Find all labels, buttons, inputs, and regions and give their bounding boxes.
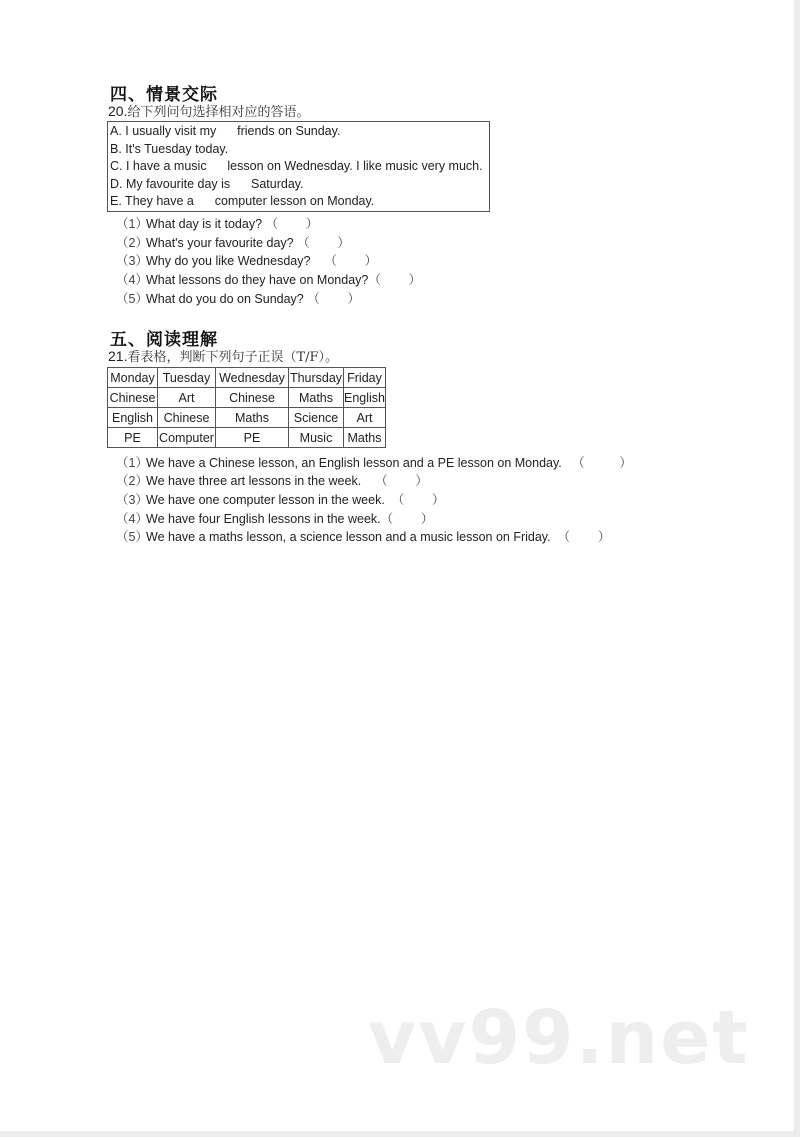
statement-item: （1）We have a Chinese lesson, an English lesson and a PE lesson on Monday. （ ） — [116, 456, 632, 470]
answer-blank[interactable]: （ ） — [297, 236, 350, 250]
question-item: （2）What's your favourite day? （ ） — [116, 236, 350, 250]
table-header-cell: Thursday — [289, 368, 344, 388]
table-cell: Music — [289, 428, 344, 448]
question-number: 21. — [108, 348, 128, 364]
table-header-cell: Tuesday — [158, 368, 216, 388]
answer-options-box — [107, 121, 490, 212]
option-e: E. They have a computer lesson on Monday. — [110, 194, 375, 208]
answer-blank[interactable]: （ ） — [368, 273, 422, 287]
statement-item: （5）We have a maths lesson, a science lesson and a music lesson on Friday. （ ） — [116, 530, 611, 544]
table-cell: Chinese — [216, 388, 289, 408]
answer-blank[interactable]: （ ） — [550, 530, 611, 544]
section-title-reading-comprehension: 五、阅读理解 — [110, 330, 218, 350]
question-item: （5）What do you do on Sunday? （ ） — [116, 292, 361, 306]
table-row — [108, 408, 386, 428]
answer-blank[interactable]: （ ） — [313, 254, 378, 268]
table-cell: Maths — [216, 408, 289, 428]
question-instruction — [108, 101, 309, 120]
table-cell: Science — [289, 408, 344, 428]
option-c: C. I have a music lesson on Wednesday. I like music very much. — [110, 159, 483, 173]
instruction-text: 给下列问句选择相对应的答语。 — [127, 105, 310, 120]
statement-item: （4）We have four English lessons in the week.（ ） — [116, 512, 434, 526]
answer-blank[interactable]: （ ） — [361, 474, 428, 488]
table-cell: Maths — [289, 388, 344, 408]
answer-blank[interactable]: （ ） — [561, 456, 632, 470]
table-header-cell: Monday — [108, 368, 158, 388]
table-row — [108, 428, 386, 448]
answer-blank[interactable]: （ ） — [265, 217, 319, 231]
question-item: （4）What lessons do they have on Monday?（ ） — [116, 273, 422, 287]
statement-item: （3）We have one computer lesson in the week. （ ） — [116, 493, 445, 507]
question-item: （3）Why do you like Wednesday? （ ） — [116, 254, 378, 268]
page-edge — [794, 0, 800, 1137]
timetable — [107, 367, 386, 448]
watermark: vv99.net — [368, 995, 750, 1081]
table-cell: Chinese — [158, 408, 216, 428]
question-number: 20. — [108, 103, 128, 119]
answer-blank[interactable]: （ ） — [384, 493, 445, 507]
table-cell: Art — [158, 388, 216, 408]
table-cell: Chinese — [108, 388, 158, 408]
table-cell: Maths — [344, 428, 386, 448]
answer-blank[interactable]: （ ） — [380, 512, 434, 526]
table-cell: English — [108, 408, 158, 428]
table-cell: PE — [216, 428, 289, 448]
page-edge — [0, 1131, 800, 1137]
question-item: （1）What day is it today? （ ） — [116, 217, 319, 231]
table-header-cell: Friday — [344, 368, 386, 388]
table-header-row — [108, 368, 386, 388]
table-row — [108, 388, 386, 408]
statement-item: （2）We have three art lessons in the week. （ ） — [116, 474, 428, 488]
table-cell: Art — [344, 408, 386, 428]
section-title-situational-communication: 四、情景交际 — [110, 85, 218, 105]
question-instruction — [108, 346, 338, 365]
option-b: B. It's Tuesday today. — [110, 141, 229, 156]
instruction-text: 看表格，判断下列句子正误（T/F）。 — [127, 350, 339, 365]
table-cell: English — [344, 388, 386, 408]
table-header-cell: Wednesday — [216, 368, 289, 388]
option-a: A. I usually visit my friends on Sunday. — [110, 124, 341, 138]
table-cell: Computer — [158, 428, 216, 448]
option-d: D. My favourite day is Saturday. — [110, 176, 304, 191]
table-cell: PE — [108, 428, 158, 448]
answer-blank[interactable]: （ ） — [307, 292, 361, 306]
